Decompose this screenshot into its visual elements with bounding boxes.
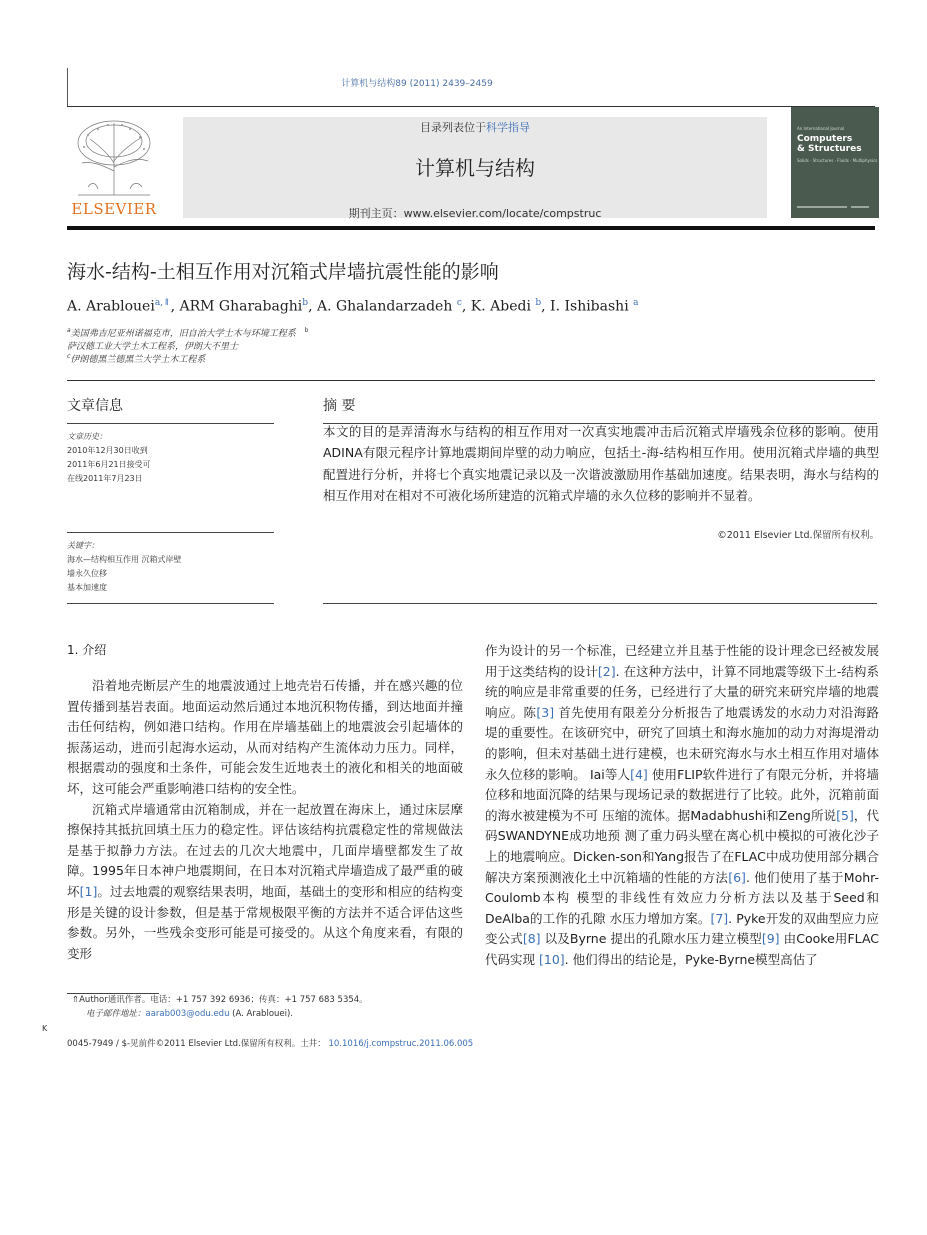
- cover-title-line2: & Structures: [797, 144, 862, 154]
- cover-title-line1: Computers: [797, 134, 853, 144]
- body-text: 作为设计的另一个标准，已经建立并且基于性能的设计理念已经被发展用于这类结构的设计: [485, 643, 879, 679]
- author-sup[interactable]: a: [633, 298, 639, 308]
- affiliation-text: 伊朗德黑兰德黑兰大学土木工程系: [70, 355, 206, 365]
- keyword-item: 海水—结构相互作用 沉箱式岸壁: [67, 555, 182, 564]
- affiliation-sup: a: [67, 327, 71, 334]
- issn-text: 0045-7949 / $-见前件©2011 Elsevier Ltd.保留所有权利。土井：: [67, 1039, 329, 1049]
- citation-link[interactable]: [6]: [728, 869, 746, 885]
- email-owner: (A. Arablouei).: [229, 1009, 294, 1019]
- journal-reference[interactable]: 计算机与结构89 (2011) 2439–2459: [341, 79, 493, 89]
- homepage-url[interactable]: www.elsevier.com/locate/compstruc: [403, 207, 602, 220]
- author-list: A. Arablouei$^{a,⇑}$, ARM Gharabaghi$^b$, A. Ghalandarzadeh $^c$, K. Abedi $^b$, I. Ishibashi $^a$: [67, 298, 639, 315]
- cover-decor-bar: [851, 206, 869, 208]
- citation-link[interactable]: [8]: [522, 931, 541, 947]
- body-text: . 在这种方法中，计算不同地震等级下土-结构系统的响应是非常重要的任务，已经进行了大量的研究来研究岸墙的地震响应。陈: [485, 663, 879, 720]
- body-text: 由Cooke用FLAC代码实现: [485, 931, 879, 967]
- keywords-label: 关键字：: [67, 541, 99, 550]
- cover-title: [797, 134, 862, 154]
- citation-link[interactable]: [1]: [79, 883, 98, 899]
- author-name[interactable]: K. Abedi: [470, 298, 531, 315]
- margin-mark: K: [42, 1024, 48, 1033]
- abstract-bottom-rule: [323, 603, 877, 604]
- history-accepted: 2011年6月21日接受可: [67, 460, 151, 469]
- article-info-bottom-rule: [67, 603, 274, 604]
- cover-decor-bar: [797, 206, 847, 208]
- history-received: 2010年12月30日收到: [67, 446, 148, 455]
- history-online: 在线2011年7月23日: [67, 474, 143, 483]
- citation-link[interactable]: [9]: [761, 931, 780, 947]
- body-text: . 他们得出的结论是，Pyke-Byrne模型高估了: [564, 951, 818, 967]
- homepage-label: 期刊主页：: [348, 207, 404, 220]
- body-text: 以及Byrne 提出的孔隙水压力建立模型: [540, 931, 762, 947]
- author-name[interactable]: I. Ishibashi: [550, 298, 629, 315]
- author-name[interactable]: ARM Gharabaghi: [179, 298, 303, 315]
- doi-link[interactable]: 10.1016/j.compstruc.2011.06.005: [328, 1039, 474, 1049]
- section-heading-introduction: 1. 介绍: [67, 643, 107, 657]
- journal-title: 计算机与结构: [415, 156, 535, 180]
- sciencedirect-link[interactable]: 科学指导: [486, 121, 530, 134]
- cover-kicker: An International Journal: [797, 126, 845, 131]
- author-name[interactable]: A. Arablouei: [67, 298, 155, 315]
- elsevier-tree-logo: [68, 115, 160, 197]
- email-label: 电子邮件地址：: [86, 1009, 146, 1019]
- elsevier-wordmark: ELSEVIER: [71, 200, 157, 218]
- issn-doi-line: [67, 1037, 473, 1049]
- abstract-heading: 摘 要: [323, 398, 356, 414]
- body-text: 。过去地震的观察结果表明，地面，基础土的变形和相应的结构变形是关键的设计参数，但是基于常规极限平衡的方法并不适合评估这些参数。另外，一些残余变形可能是可接受的。从这个角度来看，有限的变形: [67, 883, 463, 961]
- citation-link[interactable]: [2]: [597, 663, 616, 679]
- abstract-copyright: ©2011 Elsevier Ltd.保留所有权利。: [717, 530, 879, 541]
- journal-homepage: [183, 205, 767, 221]
- keywords-rule: [67, 532, 274, 533]
- body-paragraph: [485, 641, 879, 971]
- body-paragraph: [67, 800, 463, 965]
- header-bottom-rule: [67, 226, 875, 230]
- citation-link[interactable]: [5]: [836, 807, 854, 823]
- affiliation: [67, 352, 205, 365]
- article-info-rule: [67, 423, 274, 424]
- email-link[interactable]: aarab003@odu.edu: [145, 1009, 230, 1019]
- cover-subtitle: Solids · Structures · Fluids · Multiphysics: [797, 158, 878, 163]
- article-title: 海水-结构-土相互作用对沉箱式岸墙抗震性能的影响: [67, 261, 499, 283]
- contents-list-line: [183, 119, 767, 135]
- header-top-rule: [67, 106, 875, 107]
- body-text: . 他们使用了基于Mohr-Coulomb本构 模型的非线性有效应力分析方法以及基于Seed和DeAlba的工作的孔隙 水压力增加方案。: [485, 869, 879, 926]
- citation-link[interactable]: [4]: [630, 766, 648, 782]
- affiliation: [67, 326, 308, 339]
- corresponding-author-note: ⇑Author通讯作者。电话：+1 757 392 6936；传真：+1 757 683 5354。: [72, 995, 368, 1005]
- citation-link[interactable]: [7]: [710, 910, 729, 926]
- author-sup[interactable]: b: [302, 298, 309, 308]
- body-text: ，代码SWANDYNE成功地预 测了重力码头壁在离心机中模拟的可液化沙子上的地震响应。Dicken-son和Yang报告了在FLAC中成功使用部分耦合解决方案预测液化土中沉箱墙的性能的方法: [485, 807, 879, 885]
- body-left-column: [67, 676, 463, 964]
- body-text: . Pyke开发的双曲型应力应变公式: [485, 910, 879, 947]
- affiliation: [67, 339, 238, 352]
- affiliation-text: 萨汉德工业大学土木工程系，伊朗大不里士: [67, 342, 239, 352]
- contents-prefix: 目录列表位于: [420, 121, 486, 134]
- affiliation-text: 美国弗吉尼亚州诺福克市，旧自治大学土木与环境工程系: [70, 329, 296, 339]
- body-text: 首先使用有限差分分析报告了地震诱发的水动力对沿海路堤的重要性。在该研究中，研究了回填土和海水施加的动力对海堤滑动的影响，但未对基础土进行建模，也未研究海水与水土相互作用对墙体永久位移的影响。 Iai等人: [485, 704, 879, 782]
- author-sup[interactable]: a,⇑: [154, 298, 171, 308]
- author-name[interactable]: A. Ghalandarzadeh: [316, 298, 453, 315]
- keyword-item: 基本加速度: [67, 583, 107, 592]
- abstract-text: 本文的目的是弄清海水与结构的相互作用对一次真实地震冲击后沉箱式岸墙残余位移的影响。使用ADINA有限元程序计算地震期间岸壁的动力响应，包括土-海-结构相互作用。使用沉箱式岸墙的典型配置进行分析，并将七个真实地震记录以及一次谐波激励用作基础加速度。结果表明，海水与结构的相互作用对在相对不可液化场所建造的沉箱式岸墙的永久位移的影响并不显着。: [323, 424, 879, 503]
- body-text: 使用FLIP软件进行了有限元分析，并将墙位移和地面沉降的结果与现场记录的数据进行了比较。此外，沉箱前面的海水被建模为不可 压缩的流体。据Madabhushi和Zeng所说: [485, 766, 879, 823]
- history-label: 文章历史：: [67, 432, 107, 441]
- affiliation-sup: b: [304, 327, 309, 334]
- author-sup[interactable]: b: [535, 298, 542, 308]
- affiliation-sup: c: [67, 353, 71, 360]
- citation-link[interactable]: [10]: [538, 951, 565, 967]
- section-divider: [67, 380, 875, 381]
- body-paragraph: 沿着地壳断层产生的地震波通过上地壳岩石传播，并在感兴趣的位置传播到基岩表面。地面运动然后通过本地沉积物传播，到达地面并撞击任何结构，例如港口结构。作用在岸墙基础上的地震波会引起墙体的振荡运动，进而引起海水运动，从而对结构产生流体动力压力。同样，根据震动的强度和土条件，可能会发生近地表土的液化和相关的地面破坏，这可能会严重影响港口结构的安全性。: [67, 678, 463, 796]
- author-sup[interactable]: c: [456, 298, 462, 308]
- keyword-item: 墙永久位移: [67, 569, 107, 578]
- email-note: [86, 1007, 293, 1019]
- article-info-heading: 文章信息: [67, 398, 123, 414]
- body-text: 沉箱式岸墙通常由沉箱制成，并在一起放置在海床上，通过床层摩擦保持其抵抗回填土压力的稳定性。评估该结构抗震稳定性的常规做法是基于拟静力方法。在过去的几次大地震中，几面岸墙壁都发生了故障。1995年日本神户地震期间，在日本对沉箱式岸墙造成了最严重的破坏: [67, 801, 463, 899]
- citation-link[interactable]: [3]: [536, 704, 555, 720]
- body-right-column: [485, 641, 879, 971]
